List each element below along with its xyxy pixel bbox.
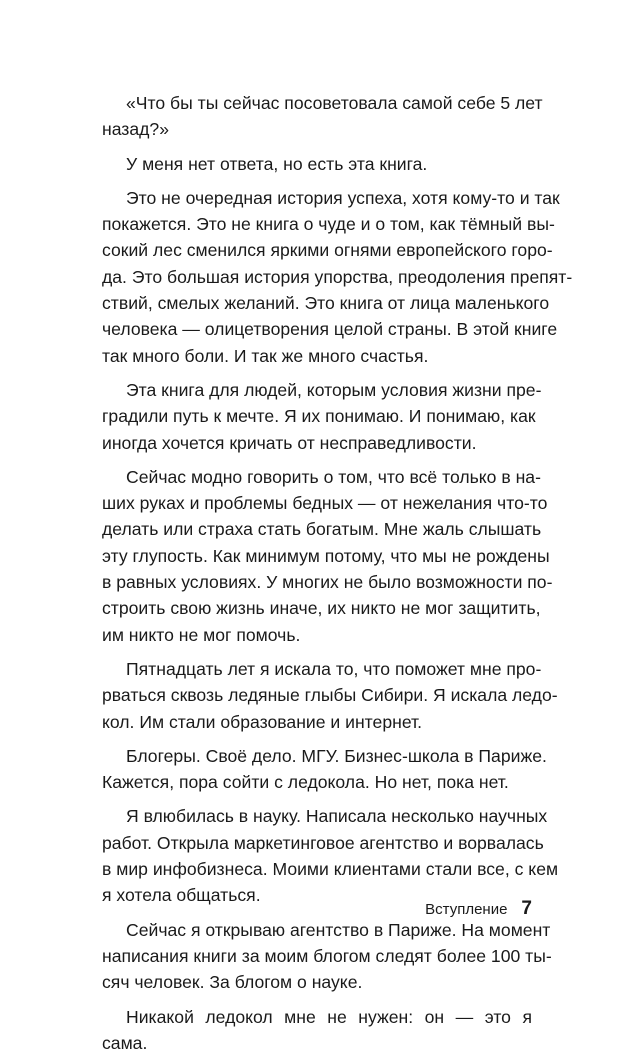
text-line: покажется. Это не книга о чуде и о том, как тёмный вы- [102, 214, 555, 235]
paragraph [102, 90, 543, 143]
text-line: так много боли. И так же много счастья. [102, 345, 429, 366]
text-line: сяч человек. За блогом о науке. [102, 972, 363, 993]
text-line: им никто не мог помочь. [102, 624, 301, 645]
text-line: делать или страха стать богатым. Мне жаль слышать [102, 519, 542, 540]
paragraph [102, 656, 558, 735]
running-footer-title: Вступление [425, 901, 508, 918]
text-line: в мир инфобизнеса. Моими клиентами стали все, с кем [102, 859, 559, 880]
page-number: 7 [521, 898, 532, 919]
text-line: сокий лес сменился яркими огнями европейского горо- [102, 240, 553, 261]
paragraph [102, 464, 553, 648]
text-line: Пятнадцать лет я искала то, что поможет мне про- [126, 658, 542, 679]
paragraph [102, 151, 532, 177]
text-line: да. Это большая история упорства, преодоления препят- [102, 266, 573, 287]
text-line: кол. Им стали образование и интернет. [102, 711, 423, 732]
text-line: Сейчас я открываю агентство в Париже. На момент [126, 919, 551, 940]
text-line: «Что бы ты сейчас посоветовала самой себе 5 лет [126, 93, 543, 113]
paragraph [102, 743, 547, 796]
paragraph [102, 917, 552, 996]
paragraph [102, 185, 573, 369]
text-line: Эта книга для людей, которым условия жизни пре- [126, 379, 542, 400]
text-line: строить свою жизнь иначе, их никто не мог защитить, [102, 598, 541, 619]
text-line: Блогеры. Своё дело. МГУ. Бизнес-школа в Париже. [126, 745, 547, 766]
paragraph [102, 803, 559, 908]
text-line: Сейчас модно говорить о том, что всё только в на- [126, 466, 541, 487]
text-line: градили путь к мечте. Я их понимаю. И понимаю, как [102, 406, 536, 427]
paragraph [102, 1004, 532, 1057]
text-line: ших руках и проблемы бедных — от нежелания что-то [102, 493, 548, 514]
text-line: человека — олицетворения целой страны. В этой книге [102, 319, 558, 340]
text-line: написания книги за моим блогом следят более 100 ты- [102, 945, 552, 966]
text-line: иногда хочется кричать от несправедливости. [102, 432, 477, 453]
paragraph [102, 377, 542, 456]
text-line: эту глупость. Как минимум потому, что мы не рождены [102, 545, 550, 566]
text-line: Я влюбилась в науку. Написала несколько научных [126, 806, 548, 827]
text-line: У меня нет ответа, но есть эта книга. [126, 153, 428, 174]
text-line: Это не очередная история успеха, хотя кому-то и так [126, 187, 560, 208]
text-line: ствий, смелых желаний. Это книга от лица маленького [102, 293, 550, 314]
text-line: сама. [102, 1032, 148, 1053]
text-line: рваться сквозь ледяные глыбы Сибири. Я искала ледо- [102, 685, 558, 706]
text-line: я хотела общаться. [102, 885, 261, 906]
text-line: Кажется, пора сойти с ледокола. Но нет, пока нет. [102, 772, 509, 793]
text-line: работ. Открыла маркетинговое агентство и ворвалась [102, 832, 544, 853]
text-line: Никакой ледокол мне не нужен: он — это я [126, 1006, 532, 1027]
text-line: назад?» [102, 119, 169, 140]
page-footer [425, 898, 532, 920]
text-line: в равных условиях. У многих не было возможности по- [102, 572, 553, 593]
